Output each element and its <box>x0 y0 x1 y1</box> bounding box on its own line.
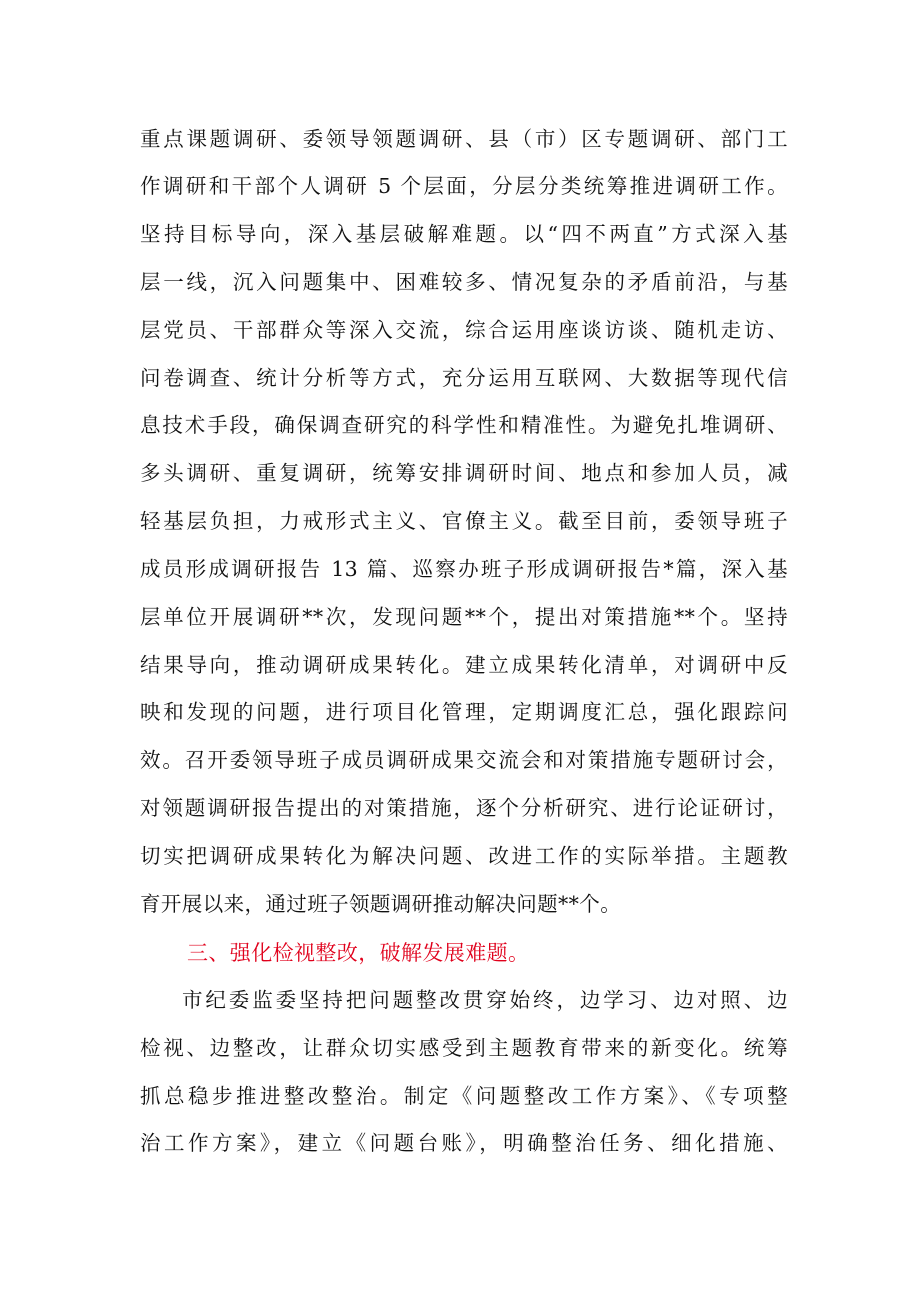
text-line: 结果导向，推动调研成果转化。建立成果转化清单，对调研中反 <box>140 653 788 677</box>
text-line: 轻基层负担，力戒形式主义、官僚主义。截至目前，委领导班子 <box>140 509 788 533</box>
text-line: 重点课题调研、委领导领题调研、县（市）区专题调研、部门工 <box>140 127 788 151</box>
text-line: 检视、边整改，让群众切实感受到主题教育带来的新变化。统筹 <box>140 1036 788 1060</box>
text-line: 多头调研、重复调研，统筹安排调研时间、地点和参加人员，减 <box>140 461 788 485</box>
text-line: 成员形成调研报告 13 篇、巡察办班子形成调研报告*篇，深入基 <box>140 557 788 581</box>
text-line: 治工作方案》，建立《问题台账》，明确整治任务、细化措施、 <box>140 1131 788 1155</box>
text-line: 映和发现的问题，进行项目化管理，定期调度汇总，强化跟踪问 <box>140 700 788 724</box>
text-line: 问卷调查、统计分析等方式，充分运用互联网、大数据等现代信 <box>140 366 788 390</box>
text-line: 抓总稳步推进整改整治。制定《问题整改工作方案》、《专项整 <box>140 1084 788 1108</box>
text-line: 对领题调研报告提出的对策措施，逐个分析研究、进行论证研讨， <box>140 796 788 820</box>
section-heading: 三、强化检视整改，破解发展难题。 <box>187 941 530 965</box>
text-line: 切实把调研成果转化为解决问题、改进工作的实际举措。主题教 <box>140 844 788 868</box>
text-line: 息技术手段，确保调查研究的科学性和精准性。为避免扎堆调研、 <box>140 413 788 437</box>
text-line: 效。召开委领导班子成员调研成果交流会和对策措施专题研讨会， <box>140 748 788 772</box>
text-line: 作调研和干部个人调研 5 个层面，分层分类统筹推进调研工作。 <box>140 174 788 198</box>
text-line: 市纪委监委坚持把问题整改贯穿始终，边学习、边对照、边 <box>182 988 788 1012</box>
text-line: 层党员、干部群众等深入交流，综合运用座谈访谈、随机走访、 <box>140 318 788 342</box>
text-line: 坚持目标导向，深入基层破解难题。以“四不两直”方式深入基 <box>140 222 788 246</box>
text-line: 育开展以来，通过班子领题调研推动解决问题**个。 <box>140 892 622 916</box>
text-line: 层单位开展调研**次，发现问题**个，提出对策措施**个。坚持 <box>140 605 788 629</box>
text-line: 层一线，沉入问题集中、困难较多、情况复杂的矛盾前沿，与基 <box>140 270 788 294</box>
